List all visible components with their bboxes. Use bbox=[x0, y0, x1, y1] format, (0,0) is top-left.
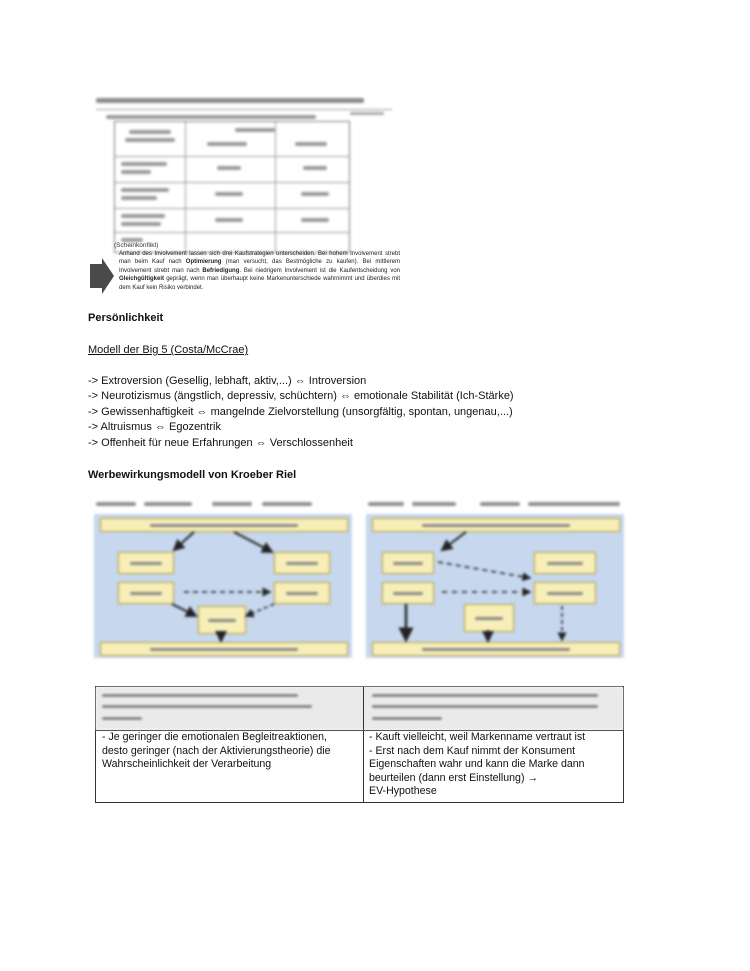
table-left-cell bbox=[102, 731, 330, 772]
note-text-3: . Bei niedrigem Involvement ist die Kaufentscheidung von bbox=[239, 267, 400, 274]
involvement-comparison-table bbox=[95, 686, 624, 803]
trait-offenheit: -> Offenheit für neue Erfahrungen ⇔ Verschlossenheit bbox=[88, 437, 353, 449]
diagram-arrows bbox=[94, 514, 352, 658]
diagram-panel bbox=[366, 514, 624, 658]
note-bold-optimierung: Optimierung bbox=[185, 259, 222, 266]
table-right-line: - Erst nach dem Kauf nimmt der Konsument bbox=[369, 744, 576, 757]
note-text-2: (man versucht, das Bestmögliche zu kaufen). Bei mittlerem Involvement strebt man nach bbox=[119, 259, 400, 274]
big5-model-title: Modell der Big 5 (Costa/McCrae) bbox=[88, 344, 249, 356]
involvement-slide bbox=[88, 90, 400, 300]
personality-heading: Persönlichkeit bbox=[88, 312, 164, 324]
table-right-line: EV-Hypothese bbox=[369, 785, 437, 797]
table-right-line: Eigenschaften wahr und kann die Marke dann bbox=[369, 758, 585, 770]
diagram-high-involvement bbox=[92, 498, 354, 660]
table-left-line: desto geringer (nach der Aktivierungstheorie) die bbox=[102, 744, 331, 757]
note-text-4: geprägt, wenn man überhaupt keine Markenunterschiede wahrnimmt und überdies mit dem Kauf kein Risiko verbindet. bbox=[119, 276, 400, 291]
note-text-1: Anhand des Involvement lassen sich drei Kaufstrategien unterscheiden. Bei hohem Involvement strebt man beim Kauf nach bbox=[119, 251, 400, 266]
table-cell-label: (Scheinkonflikt) bbox=[114, 242, 159, 249]
diagram-panel bbox=[94, 514, 352, 658]
werbewirkung-heading: Werbewirkungsmodell von Kroeber Riel bbox=[88, 469, 297, 481]
diagram-arrows bbox=[366, 514, 624, 658]
involvement-table-blurred bbox=[114, 121, 350, 253]
trait-altruismus: -> Altruismus ⇔ Egozentrik bbox=[88, 421, 221, 433]
trait-gewissenhaftigkeit: -> Gewissenhaftigkeit ⇔ mangelnde Zielvorstellung (unsorgfältig, spontan, ungenau,...) bbox=[88, 406, 513, 418]
arrow-right-icon bbox=[90, 258, 114, 294]
involvement-note bbox=[119, 250, 400, 292]
table-right-cell bbox=[369, 731, 585, 799]
note-bold-gleichgueltigkeit: Gleichgültigkeit bbox=[119, 276, 165, 283]
trait-extroversion: -> Extroversion (Gesellig, lebhaft, aktiv,...) ⇔ Introversion bbox=[88, 375, 367, 387]
table-left-line: Wahrscheinlichkeit der Verarbeitung bbox=[102, 758, 272, 770]
table-right-line: beurteilen (dann erst Einstellung) → bbox=[369, 771, 539, 784]
table-header-blurred bbox=[96, 687, 623, 730]
trait-neurotizismus: -> Neurotizismus (ängstlich, depressiv, schüchtern) ⇔ emotionale Stabilität (Ich-Stärke) bbox=[88, 390, 514, 402]
table-right-line: - Kauft vielleicht, weil Markenname vertraut ist bbox=[369, 731, 586, 743]
note-bold-befriedigung: Befriedigung bbox=[202, 267, 240, 274]
diagram-low-involvement bbox=[364, 498, 626, 660]
table-left-line: - Je geringer die emotionalen Begleitreaktionen, bbox=[102, 731, 327, 743]
